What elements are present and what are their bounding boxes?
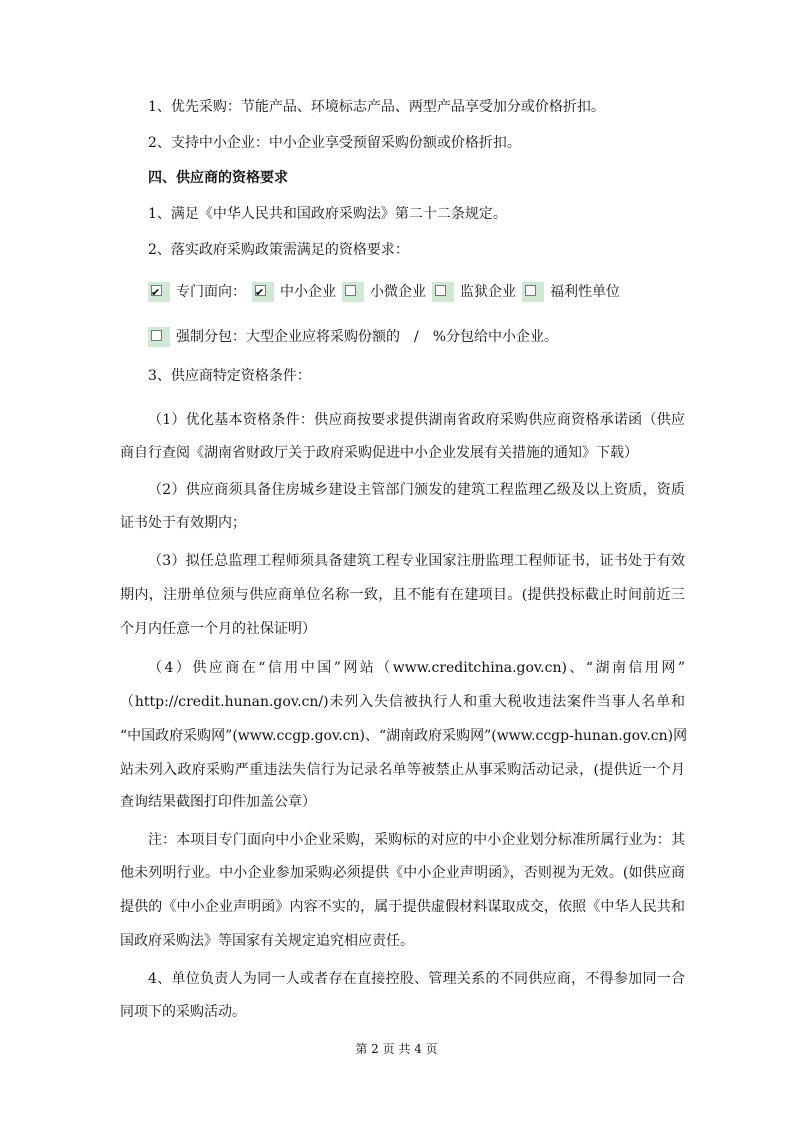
paragraph-line: 国政府采购法》等国家有关规定追究相应责任。 (120, 933, 414, 949)
requirement-line: 2、落实政府采购政策需满足的资格要求： (148, 242, 409, 258)
checkbox-label: 小微企业 (370, 284, 426, 300)
policy-line: 2、支持中小企业：中小企业享受预留采购份额或价格折扣。 (148, 135, 521, 151)
checkbox[interactable] (432, 282, 454, 302)
paragraph-line: 4、单位负责人为同一人或者存在直接控股、管理关系的不同供应商，不得参加同一合 (148, 971, 685, 987)
requirement-line: 3、供应商特定资格条件： (148, 368, 311, 384)
subcontract-row (148, 326, 685, 348)
paragraph-line: （1）优化基本资格条件：供应商按要求提供湖南省政府采购供应商资格承诺函（供应 (148, 412, 685, 428)
checkbox-row (148, 281, 685, 303)
policy-line: 1、优先采购：节能产品、环境标志产品、两型产品享受加分或价格折扣。 (148, 99, 605, 115)
paragraph-line: 他未列明行业。中小企业参加采购必须提供《中小企业声明函》，否则视为无效。(如供应商 (120, 865, 685, 881)
section-title: 四、供应商的资格要求 (148, 170, 288, 186)
paragraph-line: （3）拟任总监理工程师须具备建筑工程专业国家注册监理工程师证书，证书处于有效 (148, 553, 685, 569)
checkbox-label: 专门面向： (176, 284, 246, 300)
paragraph-line: 证书处于有效期内； (120, 515, 246, 531)
checkbox-label: 监狱企业 (460, 284, 516, 300)
checkbox[interactable] (522, 282, 544, 302)
paragraph-line: 个月内任意一个月的社保证明） (120, 621, 316, 637)
subcontract-checkbox[interactable] (148, 327, 170, 347)
paragraph-line: 查询结果截图打印件加盖公章） (120, 794, 316, 810)
checkbox-label: 中小企业 (280, 284, 336, 300)
paragraph-line: （http://credit.hunan.gov.cn/)未列入失信被执行人和重大税收违法案件当事人名单和 (120, 694, 685, 710)
paragraph-line: 提供的《中小企业声明函》内容不实的，属于提供虚假材料谋取成交，依照《中华人民共和 (120, 899, 685, 915)
paragraph-line: 商自行查阅《湖南省财政厅关于政府采购促进中小企业发展有关措施的通知》下载） (120, 445, 638, 461)
paragraph-line: 期内，注册单位须与供应商单位名称一致，且不能有在建项目。(提供投标截止时间前近三 (120, 587, 685, 603)
checkbox-label: 福利性单位 (550, 284, 620, 300)
subcontract-label: 强制分包：大型企业应将采购份额的 / %分包给中小企业。 (176, 329, 559, 345)
checkbox[interactable] (342, 282, 364, 302)
paragraph-line: （2）供应商须具备住房城乡建设主管部门颁发的建筑工程监理乙级及以上资质，资质 (148, 482, 685, 498)
paragraph-line: 同项下的采购活动。 (120, 1004, 246, 1020)
paragraph-line: “中国政府采购网”(www.ccgp.gov.cn)、“湖南政府采购网”(www.ccgp-hunan.gov.cn)网 (120, 728, 688, 744)
paragraph-line: （4）供应商在“信用中国”网站（www.creditchina.gov.cn)、“湖南信用网” (148, 660, 685, 676)
paragraph-line: 站未列入政府采购严重违法失信行为记录名单等被禁止从事采购活动记录，(提供近一个月 (120, 762, 685, 778)
paragraph-line: 注：本项目专门面向中小企业采购，采购标的对应的中小企业划分标准所属行业为：其 (148, 832, 685, 848)
requirement-line: 1、满足《中华人民共和国政府采购法》第二十二条规定。 (148, 206, 507, 222)
checkbox[interactable] (252, 282, 274, 302)
page-footer: 第 2 页 共 4 页 (355, 1042, 438, 1056)
checkbox[interactable] (148, 282, 170, 302)
